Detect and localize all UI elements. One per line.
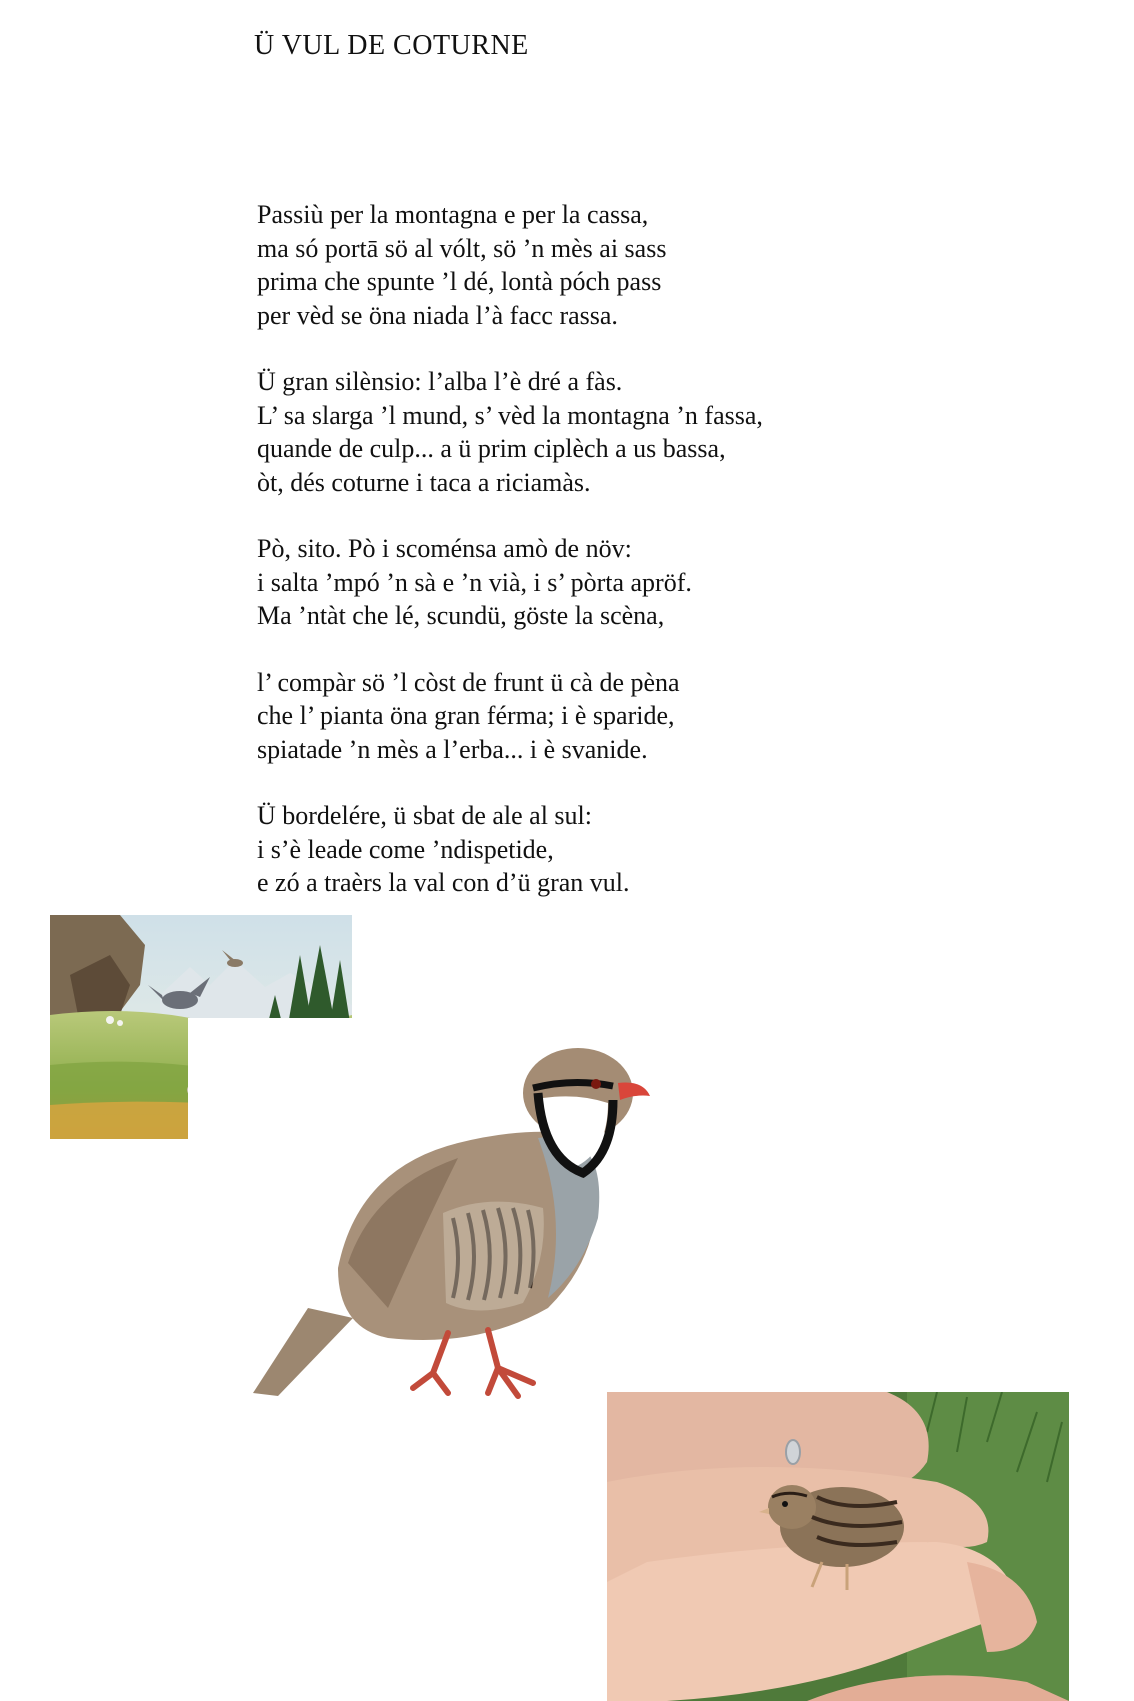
- poem-line: e zó a traèrs la val con d’ü gran vul.: [257, 868, 630, 897]
- poem-line: spiatade ’n mès a l’erba... i è svanide.: [257, 734, 648, 764]
- stanza-1: [257, 198, 1017, 332]
- poem-line: Pò, sito. Pò i scoménsa amò de növ:: [257, 534, 632, 563]
- stanza-4: [257, 666, 1017, 767]
- poem-line: Ma ’ntàt che lé, scundü, göste la scèna,: [257, 601, 665, 630]
- poem: [257, 198, 1017, 933]
- poem-line: quande de culp... a ü prim ciplèch a us bassa,: [257, 434, 726, 463]
- stanza-3: [257, 532, 1017, 633]
- poem-line: Passiù per la montagna e per la cassa,: [257, 200, 649, 229]
- stanza-5: [257, 799, 1017, 900]
- partridge-image: [188, 1018, 813, 1411]
- poem-line: òt, dés coturne i taca a riciamàs.: [257, 467, 591, 497]
- quail-chick-in-hands-icon: [607, 1392, 1069, 1701]
- stanza-2: [257, 365, 1017, 499]
- poem-line: per vèd se öna niada l’à facc rassa.: [257, 300, 618, 330]
- poem-line: che l’ pianta öna gran férma; i è sparide,: [257, 701, 675, 730]
- quail-chick-image: [607, 1392, 1069, 1701]
- poem-line: L’ sa slarga ’l mund, s’ vèd la montagna ’n fassa,: [257, 400, 763, 430]
- poem-line: i salta ’mpó ’n sà e ’n vià, i s’ pòrta apröf.: [257, 567, 692, 597]
- poem-line: Ü bordelére, ü sbat de ale al sul:: [257, 801, 592, 830]
- rock-partridge-icon: [188, 1018, 813, 1411]
- poem-line: prima che spunte ’l dé, lontà póch pass: [257, 267, 662, 296]
- poem-line: i s’è leade come ’ndispetide,: [257, 834, 554, 864]
- poem-line: l’ compàr sö ’l còst de frunt ü cà de pèna: [257, 667, 680, 697]
- poem-line: Ü gran silènsio: l’alba l’è dré a fàs.: [257, 367, 623, 396]
- page-title: Ü VUL DE COTURNE: [254, 30, 529, 61]
- poem-line: ma só portā sö al vólt, sö ’n mès ai sass: [257, 233, 667, 263]
